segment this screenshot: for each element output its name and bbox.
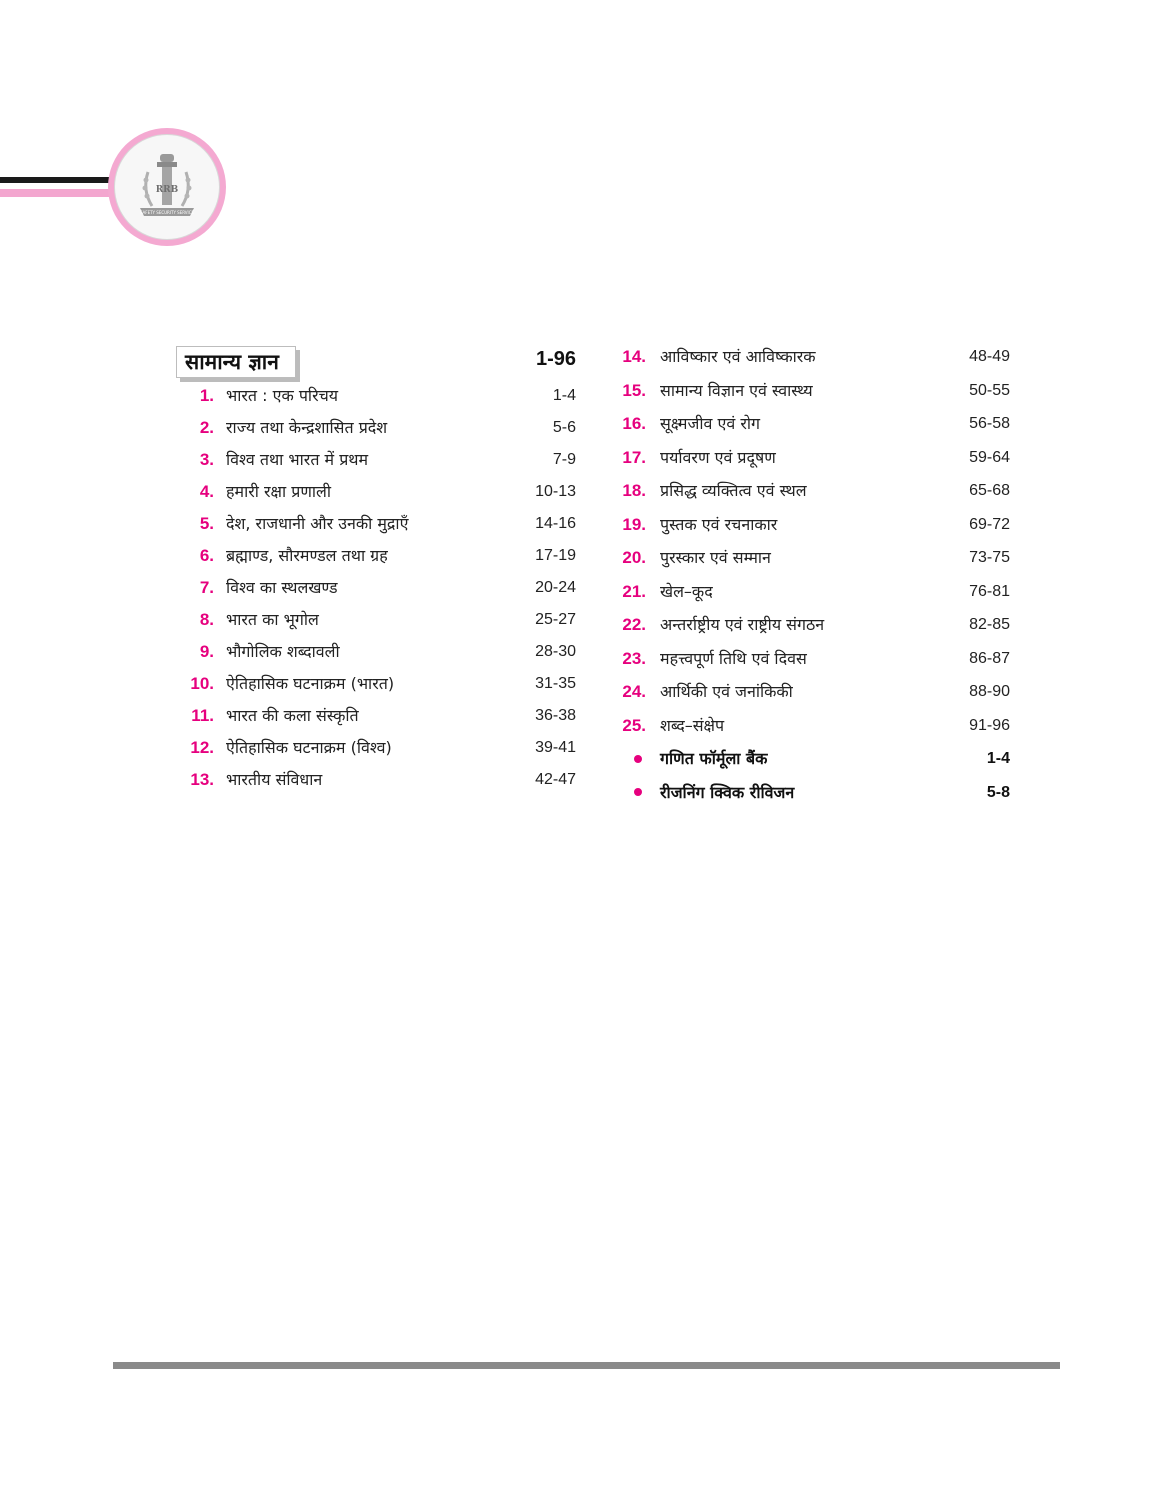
entry-number: 15. (622, 380, 646, 400)
svg-text:SAFETY SECURITY SERVICE: SAFETY SECURITY SERVICE (139, 210, 195, 215)
entry-title: गणित फॉर्मूला बैंक (660, 749, 768, 768)
entry-page-range: 42-47 (535, 771, 576, 788)
entry-number: 18. (622, 481, 646, 500)
svg-text:RRB: RRB (155, 185, 179, 195)
section-header (176, 340, 576, 380)
section-title: सामान्य ज्ञान (176, 346, 296, 378)
entry-number: 14. (622, 347, 646, 366)
toc-entry[interactable] (618, 675, 1010, 709)
entry-number: 10. (190, 674, 214, 693)
entry-page-range: 91-96 (969, 716, 1010, 734)
toc-entry[interactable] (618, 441, 1010, 475)
toc-entry[interactable] (176, 668, 576, 700)
toc-entry[interactable] (176, 540, 576, 572)
toc-entry[interactable] (176, 444, 576, 476)
entry-title: विश्व का स्थलखण्ड (226, 578, 338, 597)
section-page-range: 1-96 (535, 348, 576, 370)
entry-number: 4. (199, 482, 214, 501)
entry-page-range: 31-35 (535, 675, 576, 692)
entry-number: 3. (199, 450, 214, 469)
entry-title: विश्व तथा भारत में प्रथम (226, 450, 369, 469)
entry-number: 11. (191, 706, 214, 725)
entry-number: 5. (199, 514, 214, 533)
entry-number: 1. (199, 386, 214, 405)
toc-entry[interactable] (176, 412, 576, 444)
entry-title: प्रसिद्ध व्यक्तित्व एवं स्थल (660, 481, 807, 500)
entry-number: 13. (190, 770, 214, 789)
toc-left-column (176, 340, 576, 796)
ashoka-emblem-icon (122, 142, 212, 232)
toc-entry[interactable] (176, 700, 576, 732)
entry-title: भारतीय संविधान (226, 770, 323, 789)
entry-page-range: 17-19 (535, 547, 576, 564)
entry-title: भौगोलिक शब्दावली (226, 642, 340, 661)
toc-entry[interactable] (176, 732, 576, 764)
toc-entry[interactable] (176, 572, 576, 604)
entry-page-range: 14-16 (535, 515, 576, 532)
entry-page-range: 76-81 (969, 582, 1010, 600)
entry-number: 22. (622, 615, 646, 634)
entry-title: भारत की कला संस्कृति (226, 706, 359, 725)
entry-number: 2. (199, 418, 214, 437)
entry-page-range: 1-4 (552, 387, 576, 404)
entry-title: राज्य तथा केन्द्रशासित प्रदेश (226, 418, 388, 437)
entry-number: 19. (622, 514, 646, 534)
toc-right-column (618, 340, 1010, 809)
entry-number: 17. (622, 447, 646, 467)
entry-page-range: 1-4 (986, 750, 1010, 767)
toc-entry[interactable] (176, 508, 576, 540)
entry-page-range: 82-85 (969, 616, 1010, 633)
toc-entry[interactable] (618, 508, 1010, 542)
toc-entry[interactable] (176, 636, 576, 668)
entry-page-range: 5-6 (552, 419, 576, 436)
entry-title: पर्यावरण एवं प्रदूषण (660, 447, 776, 467)
entry-page-range: 88-90 (969, 683, 1010, 700)
entry-page-range: 28-30 (535, 643, 576, 660)
entry-page-range: 10-13 (535, 483, 576, 500)
entry-number: 12. (190, 738, 214, 757)
entry-page-range: 20-24 (535, 579, 576, 596)
entry-title: महत्त्वपूर्ण तिथि एवं दिवस (660, 648, 807, 668)
entry-title: ऐतिहासिक घटनाक्रम (विश्व) (226, 738, 392, 757)
toc-entry[interactable] (618, 642, 1010, 676)
entry-title: पुरस्कार एवं सम्मान (660, 548, 771, 567)
entry-title: सूक्ष्मजीव एवं रोग (660, 414, 761, 433)
toc-extra-entry[interactable] (618, 742, 1010, 776)
entry-title: आविष्कार एवं आविष्कारक (660, 347, 816, 366)
toc-entry[interactable] (618, 474, 1010, 508)
toc-entry[interactable] (176, 380, 576, 412)
toc-entry[interactable] (176, 604, 576, 636)
toc-entry[interactable] (618, 608, 1010, 642)
bottom-rule (113, 1362, 1060, 1369)
entry-number: 20. (622, 548, 646, 567)
entry-number: 21. (622, 581, 646, 601)
entry-page-range: 69-72 (969, 515, 1010, 533)
top-decorative-line-pink (0, 189, 120, 197)
bullet-icon (634, 788, 642, 796)
entry-number: 7. (199, 578, 214, 597)
toc-list-left (176, 380, 576, 796)
toc-list-right (618, 340, 1010, 742)
toc-entry[interactable] (618, 340, 1010, 374)
toc-entry[interactable] (618, 374, 1010, 408)
entry-page-range: 39-41 (535, 739, 576, 756)
entry-title: सामान्य विज्ञान एवं स्वास्थ्य (660, 380, 813, 400)
entry-title: पुस्तक एवं रचनाकार (660, 514, 778, 534)
toc-entry[interactable] (618, 709, 1010, 743)
entry-page-range: 59-64 (969, 448, 1010, 466)
entry-page-range: 56-58 (969, 415, 1010, 432)
entry-page-range: 25-27 (535, 611, 576, 628)
entry-title: देश, राजधानी और उनकी मुद्राएँ (226, 514, 409, 533)
entry-number: 16. (622, 414, 646, 433)
emblem-inner (114, 134, 220, 240)
toc-entry[interactable] (618, 541, 1010, 575)
entry-page-range: 73-75 (969, 549, 1010, 566)
entry-title: भारत का भूगोल (226, 610, 319, 629)
entry-page-range: 48-49 (969, 348, 1010, 365)
entry-title: हमारी रक्षा प्रणाली (226, 482, 332, 501)
entry-number: 25. (622, 715, 646, 735)
emblem-logo (108, 128, 226, 246)
entry-title: आर्थिकी एवं जनांकिकी (660, 682, 793, 701)
entry-title: खेल–कूद (660, 581, 713, 601)
entry-number: 9. (199, 642, 214, 661)
entry-page-range: 5-8 (986, 783, 1010, 801)
toc-extra-entry[interactable] (618, 776, 1010, 810)
toc-extras-list (618, 742, 1010, 809)
entry-title: ऐतिहासिक घटनाक्रम (भारत) (226, 674, 395, 693)
entry-page-range: 7-9 (552, 451, 576, 468)
toc-entry[interactable] (618, 575, 1010, 609)
entry-title: ब्रह्माण्ड, सौरमण्डल तथा ग्रह (226, 546, 388, 565)
entry-number: 24. (622, 682, 646, 701)
entry-number: 6. (199, 546, 214, 565)
entry-page-range: 50-55 (969, 381, 1010, 399)
entry-title: शब्द–संक्षेप (660, 715, 725, 735)
entry-title: रीजनिंग क्विक रीविजन (660, 782, 795, 802)
entry-title: भारत : एक परिचय (226, 386, 339, 405)
bullet-icon (634, 755, 642, 763)
entry-page-range: 86-87 (969, 649, 1010, 667)
entry-number: 23. (622, 648, 646, 668)
entry-page-range: 65-68 (969, 482, 1010, 499)
toc-entry[interactable] (176, 476, 576, 508)
entry-number: 8. (199, 610, 214, 629)
entry-title: अन्तर्राष्ट्रीय एवं राष्ट्रीय संगठन (660, 615, 825, 634)
entry-page-range: 36-38 (535, 707, 576, 724)
toc-entry[interactable] (176, 764, 576, 796)
top-decorative-line-black (0, 177, 120, 183)
toc-entry[interactable] (618, 407, 1010, 441)
